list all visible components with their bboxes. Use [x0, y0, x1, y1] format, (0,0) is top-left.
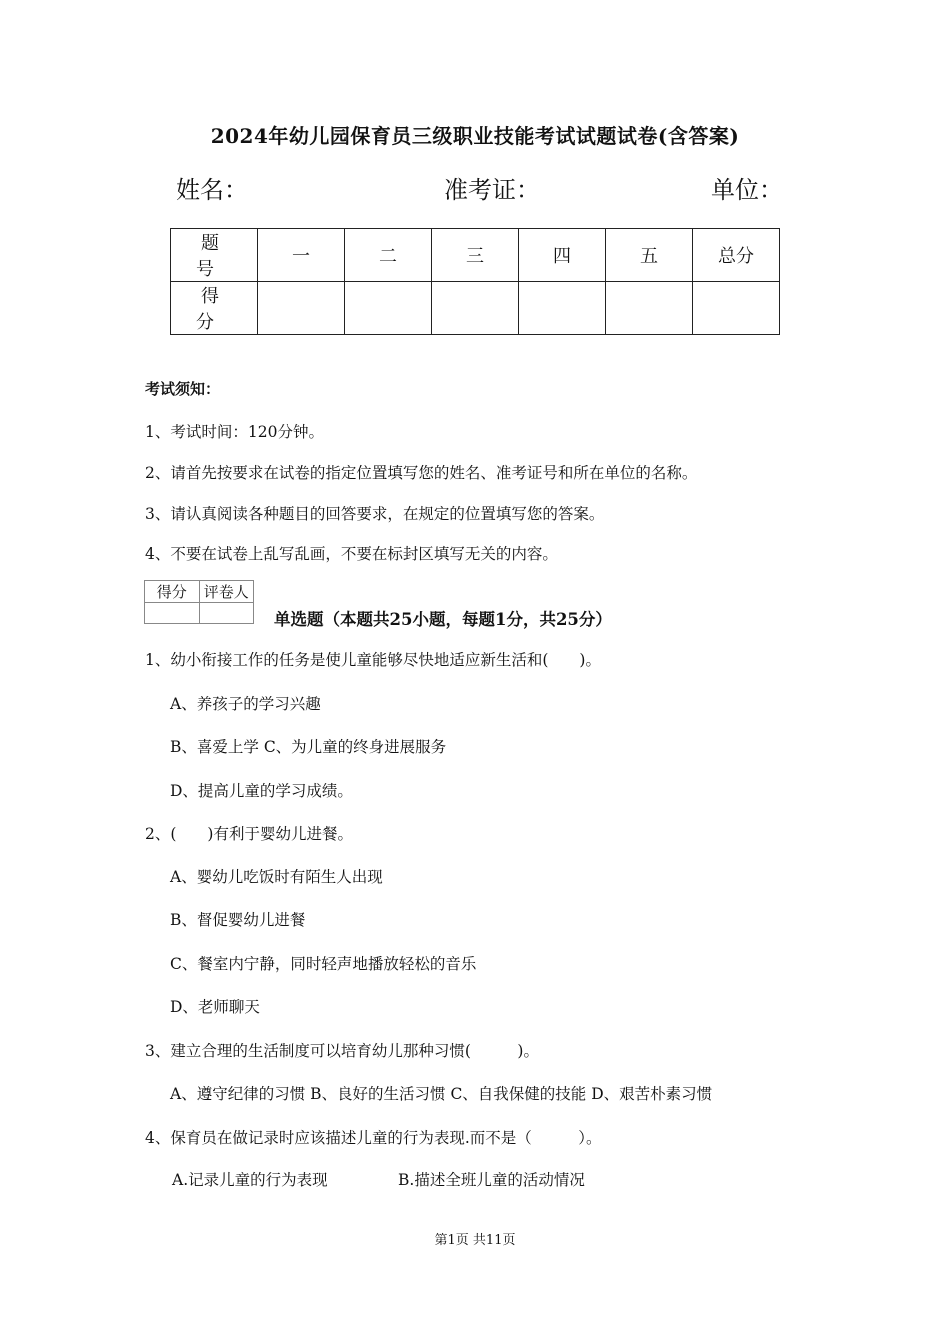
- score-table-col-1: 一: [258, 229, 345, 282]
- score-table-col-3: 三: [432, 229, 519, 282]
- question-option: D、提高儿童的学习成绩。: [170, 782, 353, 800]
- score-table-col-2: 二: [345, 229, 432, 282]
- score-cell-total[interactable]: [693, 282, 780, 335]
- grader-score-cell[interactable]: [145, 603, 200, 624]
- question-option: A.记录儿童的行为表现: [172, 1171, 328, 1189]
- page-footer: 第1页 共11页: [434, 1233, 516, 1248]
- grader-box: [144, 580, 254, 624]
- score-cell-3[interactable]: [432, 282, 519, 335]
- notice-item: 4、不要在试卷上乱写乱画，不要在标封区填写无关的内容。: [145, 545, 558, 563]
- grader-score-label: 得分: [145, 581, 200, 603]
- unit-field-label: 单位：: [711, 176, 783, 204]
- question-stem: 2、( )有利于婴幼儿进餐。: [145, 825, 353, 843]
- notice-item: 3、请认真阅读各种题目的回答要求，在规定的位置填写您的答案。: [145, 505, 605, 523]
- question-stem: 4、保育员在做记录时应该描述儿童的行为表现.而不是（ ）。: [145, 1129, 602, 1147]
- page-title: 2024年幼儿园保育员三级职业技能考试试题试卷(含答案): [210, 124, 740, 148]
- question-option: A、遵守纪律的习惯 B、良好的生活习惯 C、自我保健的技能 D、艰苦朴素习惯: [170, 1085, 713, 1103]
- score-table-row-label: 得 分: [171, 282, 258, 335]
- question-option: A、婴幼儿吃饭时有陌生人出现: [170, 868, 383, 886]
- score-cell-5[interactable]: [606, 282, 693, 335]
- notice-item: 2、请首先按要求在试卷的指定位置填写您的姓名、准考证号和所在单位的名称。: [145, 464, 698, 482]
- notice-heading: 考试须知：: [145, 380, 221, 398]
- question-option: B、督促婴幼儿进餐: [170, 911, 306, 929]
- score-table-header-label: 题 号: [171, 229, 258, 282]
- score-cell-4[interactable]: [519, 282, 606, 335]
- score-table-col-4: 四: [519, 229, 606, 282]
- score-table-col-5: 五: [606, 229, 693, 282]
- question-option: C、餐室内宁静，同时轻声地播放轻松的音乐: [170, 955, 477, 973]
- name-field-label: 姓名：: [176, 176, 248, 204]
- grader-name-label: 评卷人: [199, 581, 254, 603]
- question-stem: 3、建立合理的生活制度可以培育幼儿那种习惯( )。: [145, 1042, 539, 1060]
- score-cell-2[interactable]: [345, 282, 432, 335]
- score-table-col-total: 总分: [693, 229, 780, 282]
- notice-item: 1、考试时间：120分钟。: [145, 423, 324, 441]
- score-table-header-row: [171, 229, 780, 282]
- grader-name-cell[interactable]: [199, 603, 254, 624]
- score-table: [170, 228, 780, 335]
- question-option: A、养孩子的学习兴趣: [170, 695, 321, 713]
- question-option: B、喜爱上学 C、为儿童的终身进展服务: [170, 738, 447, 756]
- section-title: 单选题（本题共25小题，每题1分，共25分）: [274, 610, 612, 629]
- question-stem: 1、幼小衔接工作的任务是使儿童能够尽快地适应新生活和( )。: [145, 651, 601, 669]
- exam-id-field-label: 准考证：: [444, 176, 540, 204]
- question-option: B.描述全班儿童的活动情况: [398, 1171, 585, 1189]
- score-table-score-row: [171, 282, 780, 335]
- question-option: D、老师聊天: [170, 998, 260, 1016]
